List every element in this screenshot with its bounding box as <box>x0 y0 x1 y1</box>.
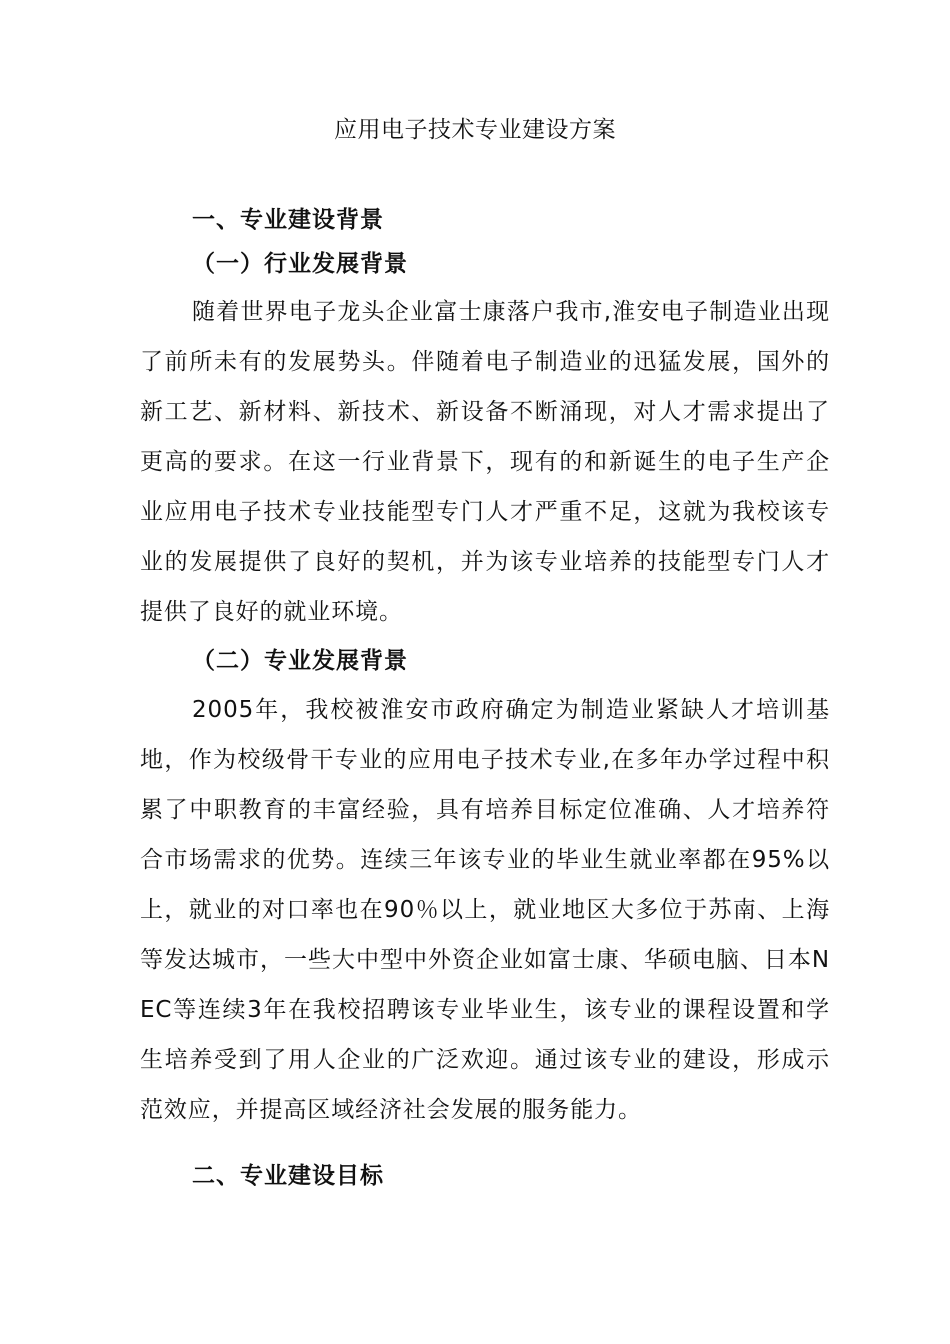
section-heading-goals: 二、专业建设目标 <box>192 1163 384 1189</box>
subsection-heading-major: （二）专业发展背景 <box>192 648 408 674</box>
paragraph-major-background: 2005年，我校被淮安市政府确定为制造业紧缺人才培训基地，作为校级骨干专业的应用电子技术专业,在多年办学过程中积累了中职教育的丰富经验，具有培养目标定位准确、人才培养符合市场需求的优势。连续三年该专业的毕业生就业率都在95%以上，就业的对口率也在90％以上，就业地区大多位于苏南、上海等发达城市，一些大中型中外资企业如富士康、华硕电脑、日本NEC等连续3年在我校招聘该专业毕业生，该专业的课程设置和学生培养受到了用人企业的广泛欢迎。通过该专业的建设，形成示范效应，并提高区域经济社会发展的服务能力。 <box>140 697 830 1123</box>
section-heading-background: 一、专业建设背景 <box>192 207 384 233</box>
subsection-heading-industry: （一）行业发展背景 <box>192 251 408 277</box>
paragraph-industry-background: 随着世界电子龙头企业富士康落户我市,淮安电子制造业出现了前所未有的发展势头。伴随着电子制造业的迅猛发展，国外的新工艺、新材料、新技术、新设备不断涌现，对人才需求提出了更高的要求。在这一行业背景下，现有的和新诞生的电子生产企业应用电子技术专业技能型专门人才严重不足，这就为我校该专业的发展提供了良好的契机，并为该专业培养的技能型专门人才提供了良好的就业环境。 <box>140 299 830 625</box>
document-title: 应用电子技术专业建设方案 <box>334 117 616 143</box>
